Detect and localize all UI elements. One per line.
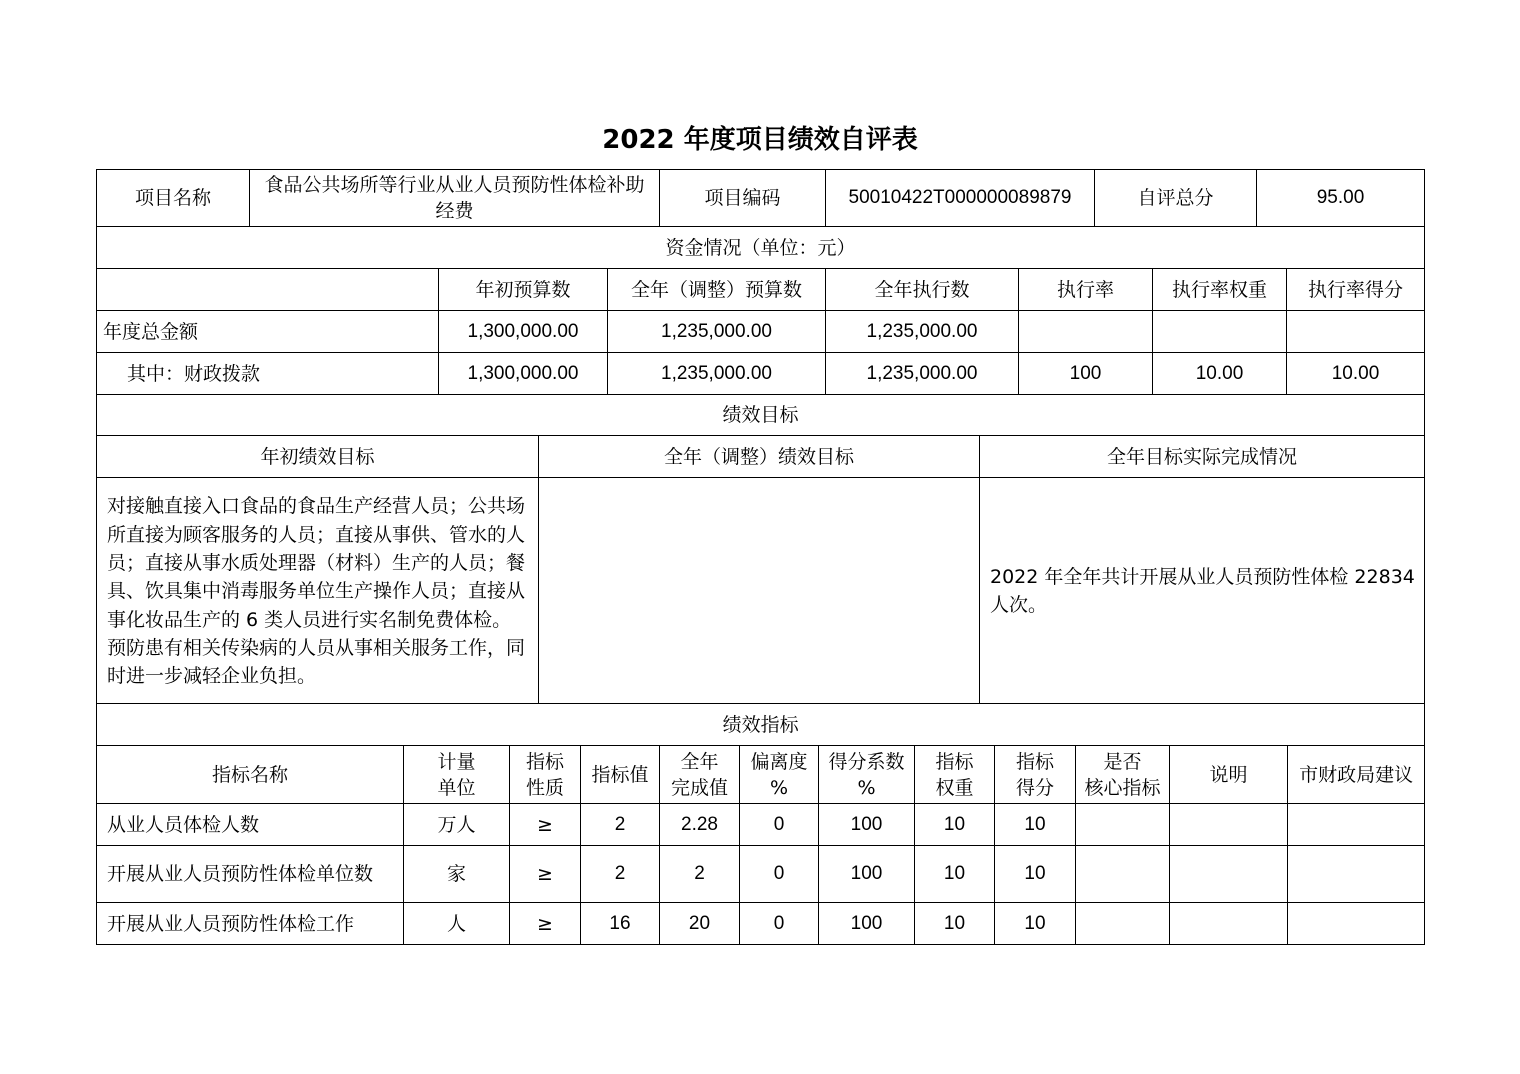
funds-header-rate-score: 执行率得分 bbox=[1287, 269, 1425, 311]
ind-deviation: 0 bbox=[740, 903, 819, 945]
ind-advice bbox=[1288, 804, 1425, 846]
funds-cell: 1,300,000.00 bbox=[439, 353, 608, 395]
funds-header-exec-rate: 执行率 bbox=[1019, 269, 1153, 311]
funds-cell: 100 bbox=[1019, 353, 1153, 395]
ind-name: 从业人员体检人数 bbox=[97, 804, 404, 846]
goals-header-actual: 全年目标实际完成情况 bbox=[980, 436, 1425, 478]
funds-cell bbox=[1287, 311, 1425, 353]
indicators-table bbox=[96, 703, 1425, 945]
funds-table bbox=[96, 226, 1425, 436]
goals-adjusted-text bbox=[539, 478, 980, 704]
funds-header-rate-weight: 执行率权重 bbox=[1153, 269, 1287, 311]
ind-header-deviation: 偏离度 % bbox=[740, 746, 819, 804]
ind-coef: 100 bbox=[819, 846, 915, 903]
ind-header-nature: 指标 性质 bbox=[510, 746, 581, 804]
funds-cell: 1,235,000.00 bbox=[826, 353, 1019, 395]
ind-target: 2 bbox=[581, 846, 660, 903]
ind-score: 10 bbox=[995, 804, 1076, 846]
ind-unit: 家 bbox=[404, 846, 510, 903]
ind-nature: ≥ bbox=[510, 804, 581, 846]
ind-header-note: 说明 bbox=[1170, 746, 1288, 804]
table-row bbox=[97, 804, 1425, 846]
ind-target: 2 bbox=[581, 804, 660, 846]
ind-name: 开展从业人员预防性体检单位数 bbox=[97, 846, 404, 903]
funds-cell bbox=[1019, 311, 1153, 353]
ind-core bbox=[1076, 804, 1170, 846]
ind-target: 16 bbox=[581, 903, 660, 945]
table-row bbox=[97, 311, 1425, 353]
project-name-label: 项目名称 bbox=[97, 170, 250, 227]
funds-cell: 1,235,000.00 bbox=[826, 311, 1019, 353]
funds-header-initial-budget: 年初预算数 bbox=[439, 269, 608, 311]
table-row bbox=[97, 903, 1425, 945]
funds-cell: 10.00 bbox=[1153, 353, 1287, 395]
ind-header-score: 指标 得分 bbox=[995, 746, 1076, 804]
project-info-table bbox=[96, 169, 1425, 227]
ind-unit: 人 bbox=[404, 903, 510, 945]
goals-header-initial: 年初绩效目标 bbox=[97, 436, 539, 478]
ind-unit: 万人 bbox=[404, 804, 510, 846]
funds-row-label: 其中：财政拨款 bbox=[97, 353, 439, 395]
self-score-label: 自评总分 bbox=[1095, 170, 1257, 227]
funds-cell: 10.00 bbox=[1287, 353, 1425, 395]
funds-cell bbox=[1153, 311, 1287, 353]
ind-header-name: 指标名称 bbox=[97, 746, 404, 804]
ind-header-advice: 市财政局建议 bbox=[1288, 746, 1425, 804]
funds-header-executed: 全年执行数 bbox=[826, 269, 1019, 311]
ind-header-target: 指标值 bbox=[581, 746, 660, 804]
ind-nature: ≥ bbox=[510, 846, 581, 903]
funds-section-title: 资金情况（单位：元） bbox=[97, 227, 1425, 269]
ind-advice bbox=[1288, 903, 1425, 945]
ind-actual: 20 bbox=[660, 903, 740, 945]
self-score-value: 95.00 bbox=[1257, 170, 1425, 227]
indicators-section-title: 绩效指标 bbox=[97, 704, 1425, 746]
ind-core bbox=[1076, 903, 1170, 945]
ind-header-unit: 计量 单位 bbox=[404, 746, 510, 804]
ind-deviation: 0 bbox=[740, 846, 819, 903]
project-name-value: 食品公共场所等行业从业人员预防性体检补助经费 bbox=[250, 170, 660, 227]
ind-actual: 2.28 bbox=[660, 804, 740, 846]
ind-note bbox=[1170, 804, 1288, 846]
ind-score: 10 bbox=[995, 903, 1076, 945]
ind-nature: ≥ bbox=[510, 903, 581, 945]
ind-score: 10 bbox=[995, 846, 1076, 903]
ind-header-coef: 得分系数 % bbox=[819, 746, 915, 804]
ind-weight: 10 bbox=[915, 846, 995, 903]
ind-note bbox=[1170, 846, 1288, 903]
ind-header-core: 是否 核心指标 bbox=[1076, 746, 1170, 804]
funds-row-label: 年度总金额 bbox=[97, 311, 439, 353]
ind-name: 开展从业人员预防性体检工作 bbox=[97, 903, 404, 945]
ind-coef: 100 bbox=[819, 804, 915, 846]
ind-coef: 100 bbox=[819, 903, 915, 945]
ind-weight: 10 bbox=[915, 804, 995, 846]
funds-cell: 1,300,000.00 bbox=[439, 311, 608, 353]
goals-table bbox=[96, 435, 1425, 704]
goals-header-adjusted: 全年（调整）绩效目标 bbox=[539, 436, 980, 478]
ind-header-actual: 全年 完成值 bbox=[660, 746, 740, 804]
ind-note bbox=[1170, 903, 1288, 945]
funds-header-blank bbox=[97, 269, 439, 311]
ind-weight: 10 bbox=[915, 903, 995, 945]
project-code-label: 项目编码 bbox=[660, 170, 826, 227]
table-row bbox=[97, 353, 1425, 395]
ind-advice bbox=[1288, 846, 1425, 903]
ind-actual: 2 bbox=[660, 846, 740, 903]
funds-cell: 1,235,000.00 bbox=[608, 311, 826, 353]
page-title: 2022 年度项目绩效自评表 bbox=[602, 125, 918, 155]
funds-header-adjusted-budget: 全年（调整）预算数 bbox=[608, 269, 826, 311]
goals-section-title: 绩效目标 bbox=[97, 395, 1425, 436]
funds-cell: 1,235,000.00 bbox=[608, 353, 826, 395]
goals-actual-text: 2022 年全年共计开展从业人员预防性体检 22834 人次。 bbox=[980, 478, 1425, 704]
ind-deviation: 0 bbox=[740, 804, 819, 846]
goals-initial-text: 对接触直接入口食品的食品生产经营人员；公共场所直接为顾客服务的人员；直接从事供、管水的人员；直接从事水质处理器（材料）生产的人员；餐具、饮具集中消毒服务单位生产操作人员；直接从事化妆品生产的 6 类人员进行实名制免费体检。预防患有相关传染病的人员从事相关服务工作，同时进一步减轻企业负担。 bbox=[97, 478, 539, 704]
ind-core bbox=[1076, 846, 1170, 903]
ind-header-weight: 指标 权重 bbox=[915, 746, 995, 804]
table-row bbox=[97, 846, 1425, 903]
project-code-value: 50010422T000000089879 bbox=[826, 170, 1095, 227]
